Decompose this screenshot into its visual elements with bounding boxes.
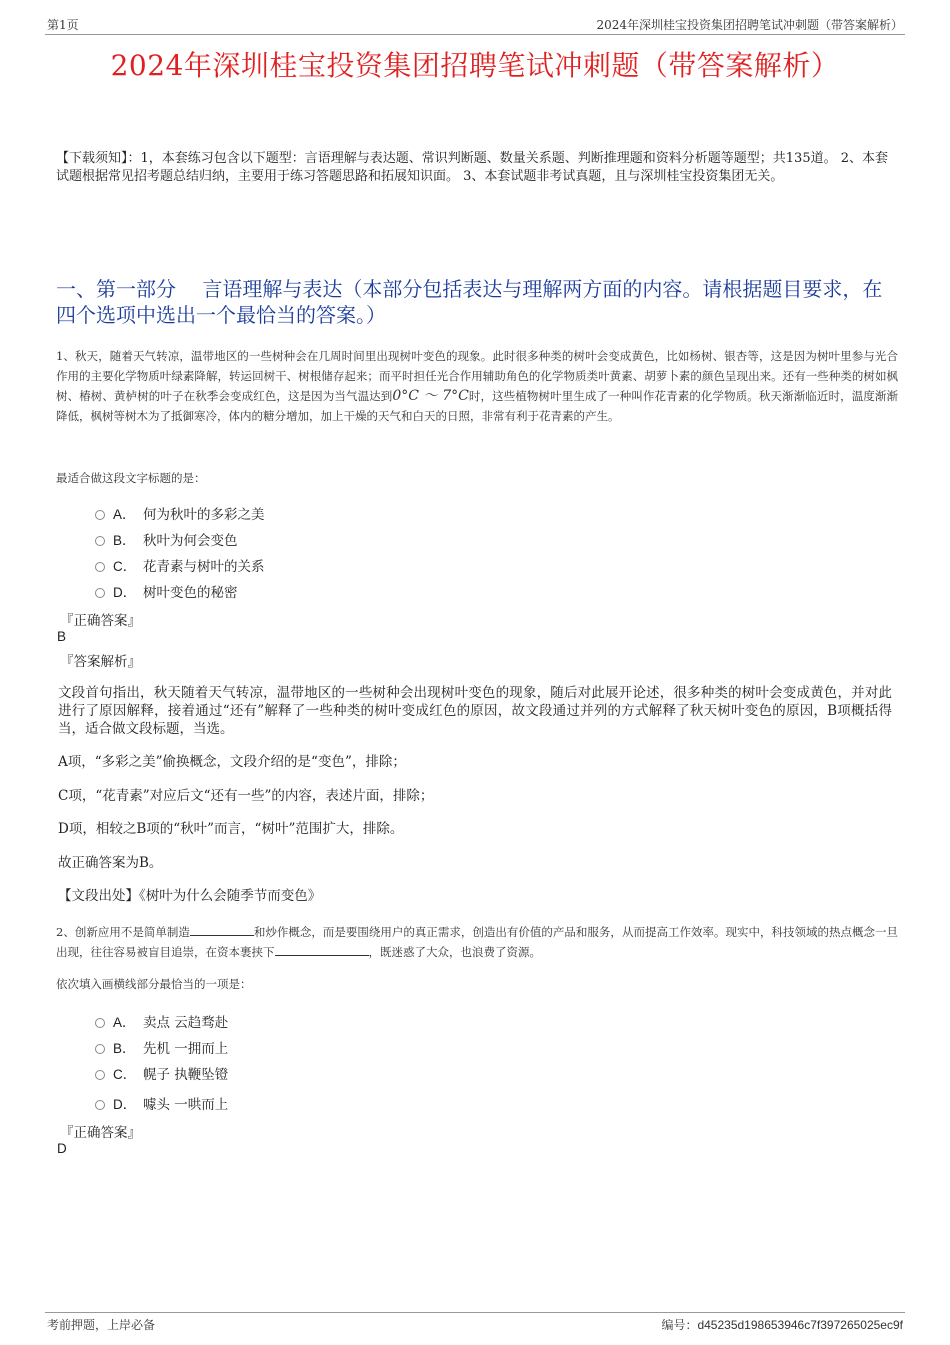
q1-analysis-a: A项，“多彩之美”偷换概念，文段介绍的是“变色”，排除； xyxy=(58,754,406,770)
temperature-range: 0°C ～ 7°C xyxy=(392,388,469,404)
radio-icon[interactable] xyxy=(95,1070,105,1080)
section-heading: 一、第一部分 言语理解与表达（本部分包括表达与理解两方面的内容。请根据题目要求，在四个选项中选出一个最恰当的答案。） xyxy=(56,277,883,327)
question-1-text: 1、秋天，随着天气转凉，温带地区的一些树种会在几周时间里出现树叶变色的现象。此时很多种类的树叶会变成黄色，比如杨树、银杏等，这是因为树叶里参与光合作用的主要化学物质叶绿素降解，转运回树干、树根储存起来；而平时担任光合作用辅助角色的化学物质类叶黄素、胡萝卜素的颜色呈现出来。还有一些种类的树如枫树、椿树、黄栌树的叶子在秋季会变成红色，这是因为当气温达到0°C ～ 7°C时，这些植物树叶里生成了一种叫作花青素的化学物质。秋天渐渐临近时，温度渐渐降低，枫树等树木为了抵御寒冷，体内的糖分增加，加上干燥的天气和白天的日照，非常有利于花青素的产生。 xyxy=(56,349,899,423)
radio-icon[interactable] xyxy=(95,588,105,598)
footer-code: 编号：d45235d198653946c7f397265025ec9f xyxy=(661,1318,903,1332)
q2-answer: D xyxy=(57,1141,67,1156)
radio-icon[interactable] xyxy=(95,510,105,520)
q1-answer: B xyxy=(57,629,67,644)
download-notice: 【下载须知】：1，本套练习包含以下题型：言语理解与表达题、常识判断题、数量关系题、判断推理题和资料分析题等题型；共135道。 2、本套试题根据常见招考题总结归纳，主要用于练习答题思路和拓展知识面。 3、本套试题非考试真题，且与深圳桂宝投资集团无关。 xyxy=(56,151,888,184)
q1-answer-label: 『正确答案』 xyxy=(60,613,141,629)
radio-icon[interactable] xyxy=(95,1018,105,1028)
q1-analysis-label: 『答案解析』 xyxy=(60,654,141,670)
q1-analysis-c: C项，“花青素”对应后文“还有一些”的内容，表述片面，排除； xyxy=(58,788,434,804)
q2-option-b[interactable]: B． 先机 一拥而上 xyxy=(95,1037,228,1057)
q1-option-b[interactable]: B． 秋叶为何会变色 xyxy=(95,529,238,549)
page-number: 第1页 xyxy=(47,18,79,32)
q1-option-a[interactable]: A． 何为秋叶的多彩之美 xyxy=(95,503,265,523)
question-2-prompt: 依次填入画横线部分最恰当的一项是： xyxy=(56,977,252,991)
footer-slogan: 考前押题，上岸必备 xyxy=(47,1318,156,1332)
q2-option-a[interactable]: A． 卖点 云趋骛赴 xyxy=(95,1011,228,1031)
document-title: 2024年深圳桂宝投资集团招聘笔试冲刺题（带答案解析） xyxy=(110,49,840,82)
blank-1 xyxy=(190,923,254,936)
question-2-text: 2、创新应用不是简单制造 和炒作概念，而是要围绕用户的真正需求，创造出有价值的产品和服务，从而提高工作效率。现实中，科技领域的热点概念一旦出现，往往容易被盲目追崇，在资本裹挟下 ，既迷惑了大众，也浪费了资源。 xyxy=(56,925,898,959)
q1-analysis-main: 文段首句指出，秋天随着天气转凉，温带地区的一些树种会出现树叶变色的现象，随后对此展开论述，很多种类的树叶会变成黄色，并对此进行了原因解释，接着通过“还有”解释了一些种类的树叶变成红色的原因，故文段通过并列的方式解释了秋天树叶变色的原因，B项概括得当，适合做文段标题，当选。 xyxy=(58,685,892,737)
question-1-prompt: 最适合做这段文字标题的是： xyxy=(56,471,206,485)
radio-icon[interactable] xyxy=(95,1100,105,1110)
q1-option-c[interactable]: C． 花青素与树叶的关系 xyxy=(95,555,265,575)
q1-option-d[interactable]: D． 树叶变色的秘密 xyxy=(95,581,238,601)
header-doc-title: 2024年深圳桂宝投资集团招聘笔试冲刺题（带答案解析） xyxy=(596,18,903,32)
q2-option-c[interactable]: C． 幌子 执鞭坠镫 xyxy=(95,1063,228,1083)
blank-2 xyxy=(275,943,369,956)
q1-analysis-d: D项，相较之B项的“秋叶”而言，“树叶”范围扩大，排除。 xyxy=(58,821,404,837)
page-header xyxy=(45,14,905,35)
q2-option-d[interactable]: D． 噱头 一哄而上 xyxy=(95,1093,228,1113)
radio-icon[interactable] xyxy=(95,562,105,572)
q2-answer-label: 『正确答案』 xyxy=(60,1125,141,1141)
q1-analysis-conclusion: 故正确答案为B。 xyxy=(58,855,163,871)
radio-icon[interactable] xyxy=(95,1044,105,1054)
page-footer xyxy=(45,1312,905,1335)
q1-source: 【文段出处】《树叶为什么会随季节而变色》 xyxy=(58,888,322,904)
radio-icon[interactable] xyxy=(95,536,105,546)
